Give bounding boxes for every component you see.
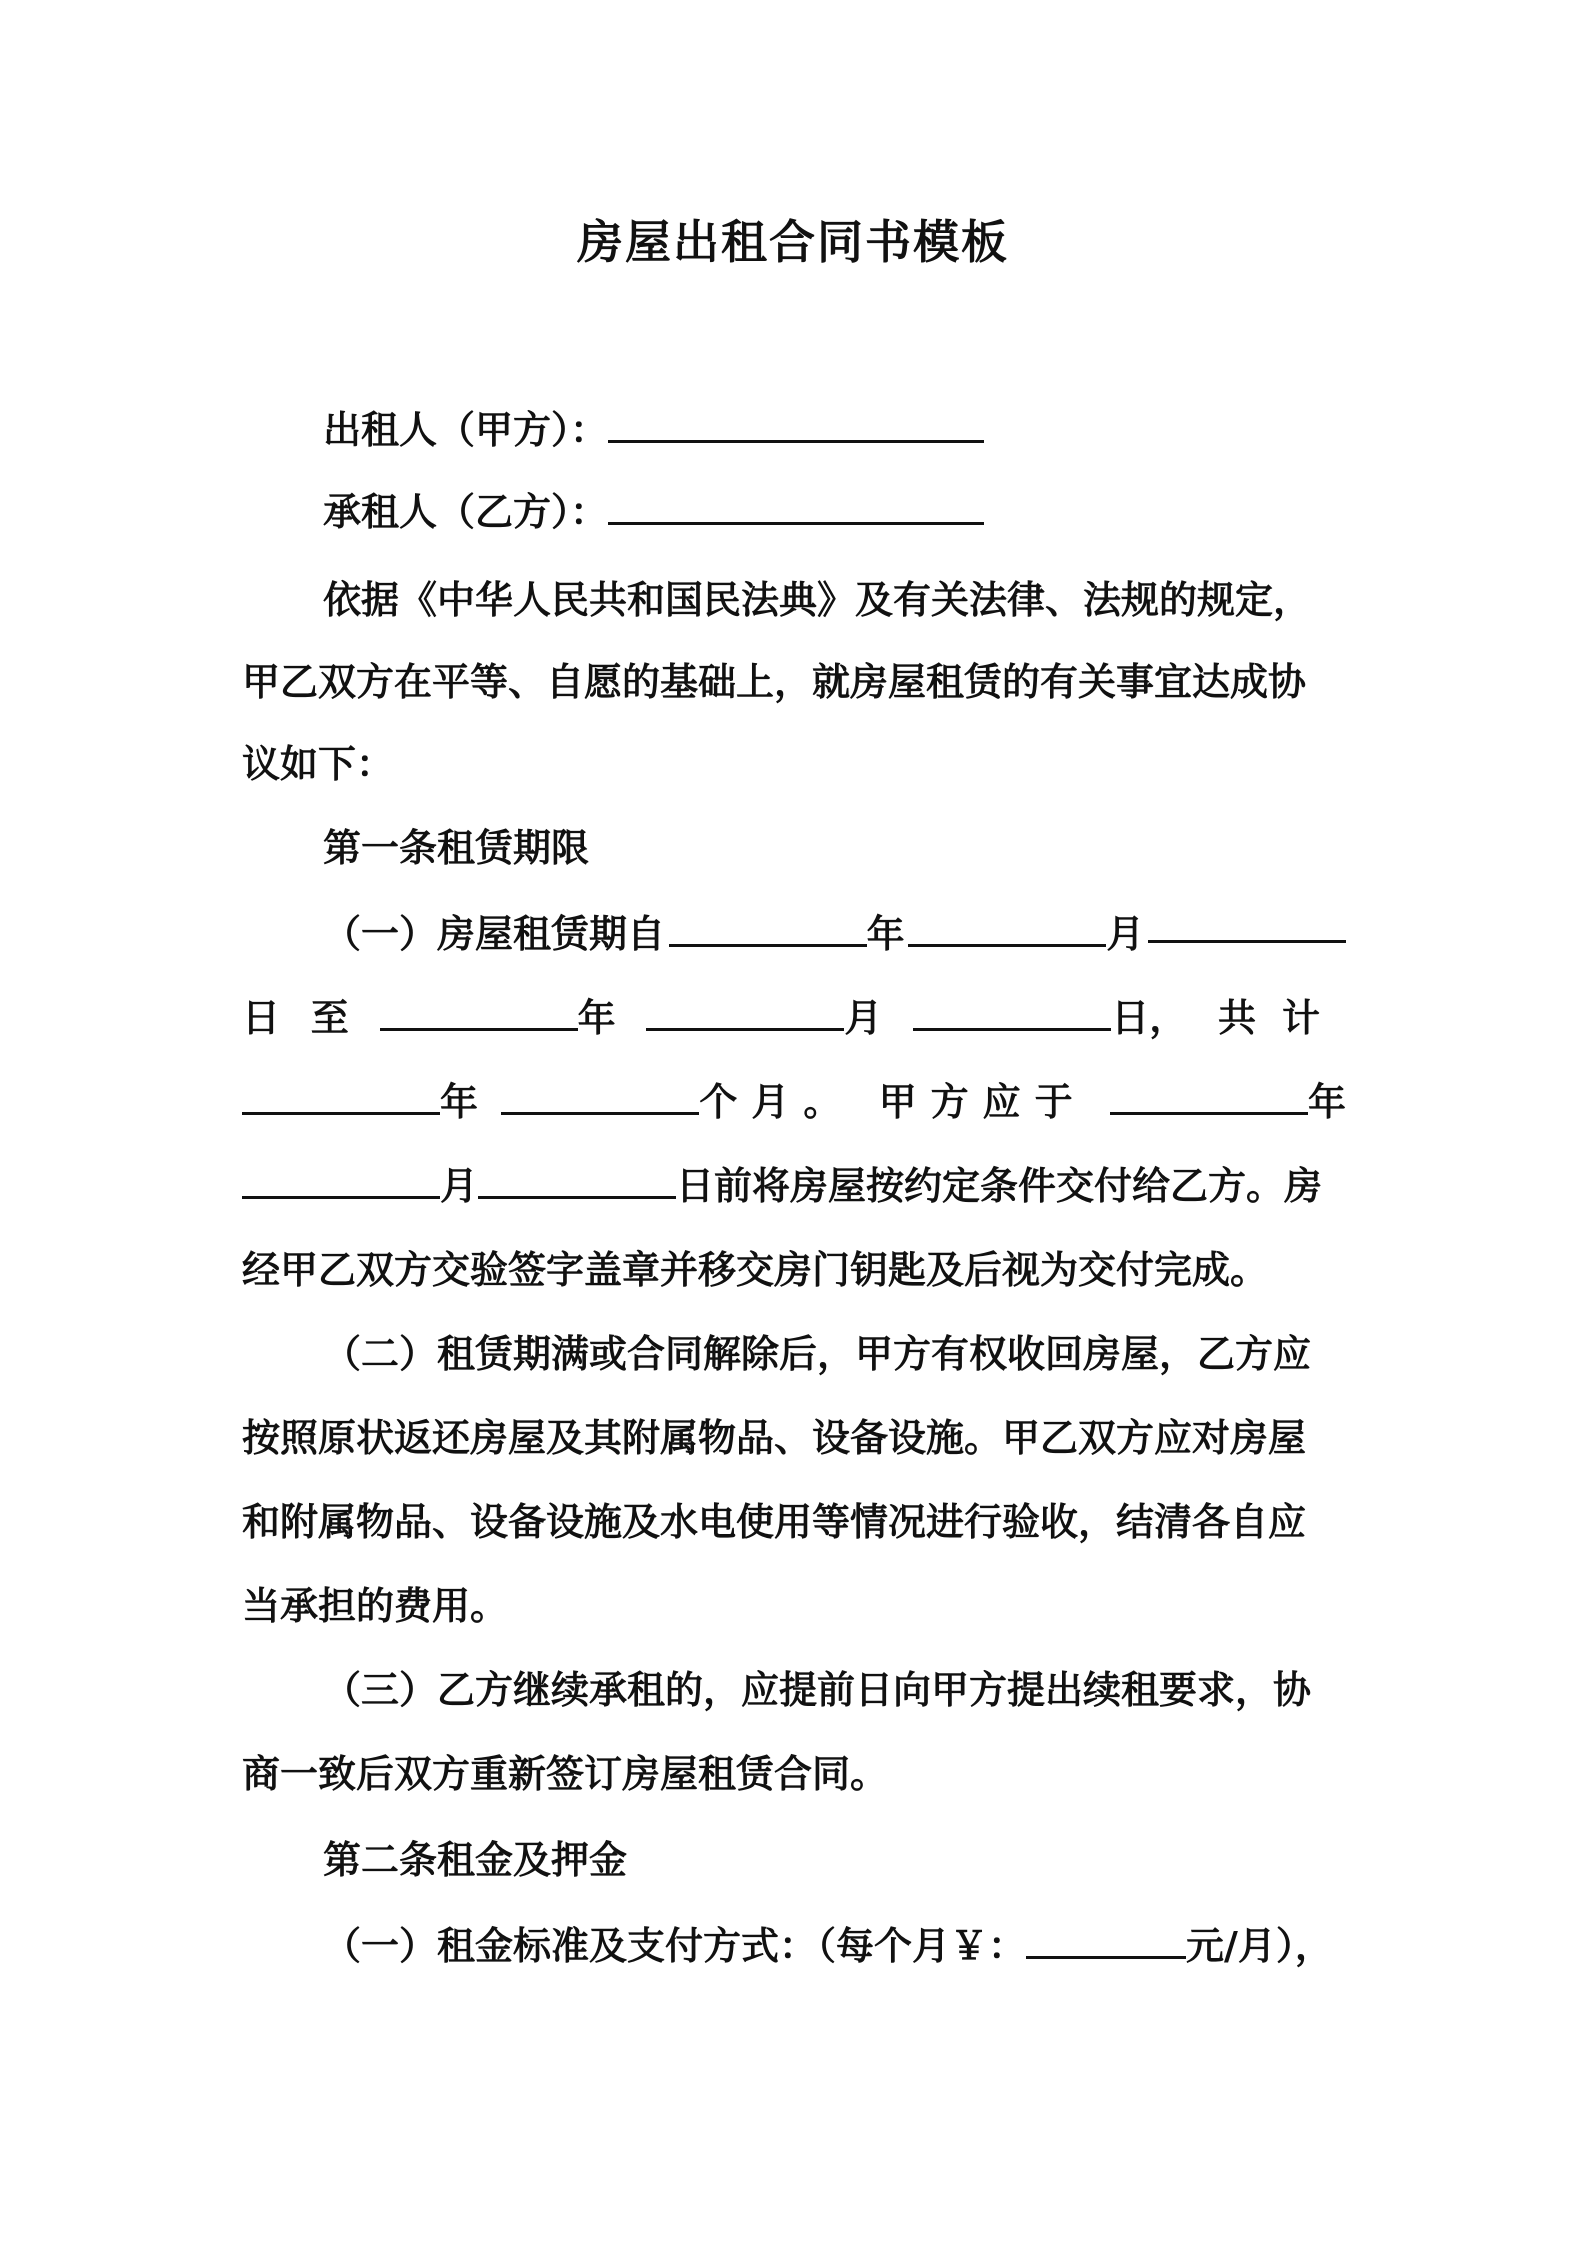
delivery-day-blank[interactable]: [478, 1162, 676, 1199]
total-label: 共计: [1217, 996, 1346, 1040]
rent-suffix: 元/月），: [1186, 1924, 1333, 1968]
lessee-line: [323, 484, 984, 540]
lessor-label: 出租人（甲方）：: [323, 408, 609, 452]
preamble-line-1: 依据《中华人民共和国民法典》及有关法律、法规的规定，: [323, 578, 1312, 622]
total-months-blank[interactable]: [501, 1078, 699, 1115]
article1-item2-line3: 和附属物品、设备设施及水电使用等情况进行验收，结清各自应: [242, 1500, 1307, 1544]
preamble-line-3: 议如下：: [242, 742, 395, 786]
preamble-line-2: 甲乙双方在平等、自愿的基础上，就房屋租赁的有关事宜达成协: [242, 660, 1307, 704]
month-label: 月: [1106, 912, 1145, 956]
delivery-text: 日前将房屋按约定条件交付给乙方。房: [676, 1164, 1323, 1208]
term-prefix: （一）房屋租赁期自: [323, 912, 666, 956]
article1-item1-line4: [242, 1158, 1322, 1214]
article1-item1-line3: [242, 1074, 1346, 1130]
start-day-blank[interactable]: [1148, 906, 1346, 943]
article1-item2-line4: 当承担的费用。: [242, 1584, 509, 1628]
lessee-label: 承租人（乙方）：: [323, 490, 609, 534]
to-label: 至: [310, 996, 349, 1040]
year-label: 年: [866, 912, 905, 956]
article1-item2-line1: （二）租赁期满或合同解除后，甲方有权收回房屋，乙方应: [323, 1332, 1312, 1376]
lessor-blank[interactable]: [608, 406, 984, 443]
article2-heading: 第二条租金及押金: [323, 1838, 628, 1882]
article1-item1-line5: 经甲乙双方交验签字盖章并移交房门钥匙及后视为交付完成。: [242, 1248, 1269, 1292]
delivery-month-blank[interactable]: [242, 1162, 440, 1199]
month-label: 月: [844, 996, 883, 1040]
total-years-blank[interactable]: [242, 1078, 440, 1115]
year-label: 年: [577, 996, 616, 1040]
month-label: 月: [440, 1164, 479, 1208]
start-month-blank[interactable]: [908, 910, 1106, 947]
day-label: 日: [242, 996, 281, 1040]
lessee-blank[interactable]: [608, 488, 984, 525]
article1-item1-line1: [323, 906, 1346, 962]
lessor-shall-label: 甲方应于: [878, 1080, 1087, 1124]
delivery-year-blank[interactable]: [1110, 1078, 1308, 1115]
lessor-line: [323, 402, 984, 458]
article1-heading: 第一条租赁期限: [323, 826, 590, 870]
article1-item3-line2: 商一致后双方重新签订房屋租赁合同。: [242, 1752, 889, 1796]
years-label: 年: [440, 1080, 479, 1124]
rent-prefix: （一）租金标准及支付方式：（每个月￥：: [323, 1924, 1027, 1968]
document-title: 房屋出租合同书模板: [577, 215, 1009, 269]
end-year-blank[interactable]: [380, 994, 578, 1031]
article2-item1-line1: [323, 1918, 1333, 1974]
end-month-blank[interactable]: [646, 994, 844, 1031]
article1-item2-line2: 按照原状返还房屋及其附属物品、设备设施。甲乙双方应对房屋: [242, 1416, 1307, 1460]
months-label: 个月。: [699, 1080, 856, 1124]
article1-item3-line1: （三）乙方继续承租的，应提前日向甲方提出续租要求，协: [323, 1668, 1312, 1712]
article1-item1-line2: [242, 990, 1346, 1046]
year-label: 年: [1307, 1080, 1346, 1124]
start-year-blank[interactable]: [669, 910, 867, 947]
monthly-rent-blank[interactable]: [1026, 1922, 1186, 1959]
end-day-blank[interactable]: [913, 994, 1111, 1031]
day-label: 日，: [1111, 996, 1188, 1040]
